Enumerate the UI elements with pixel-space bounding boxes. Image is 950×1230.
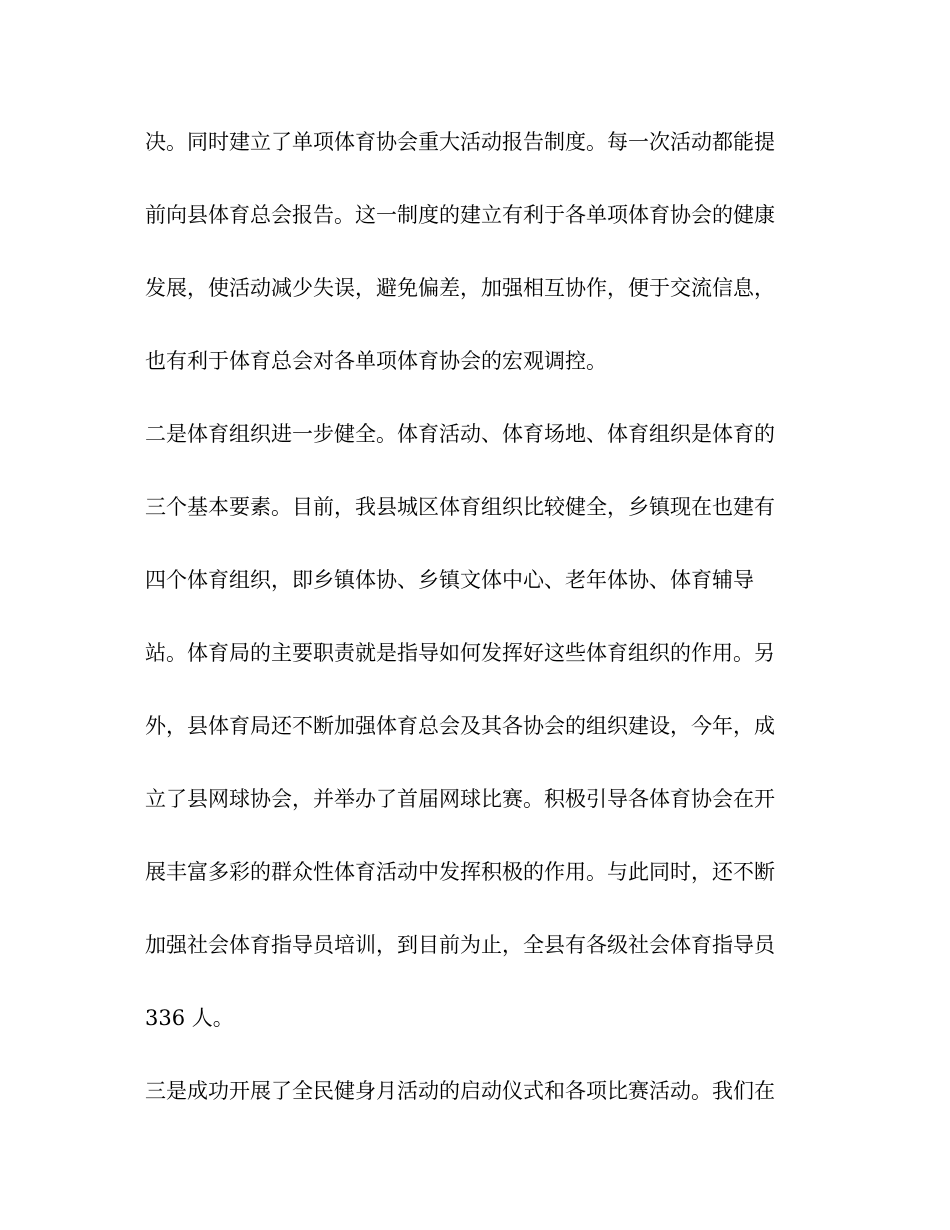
text-line: 三是成功开展了全民健身月活动的启动仪式和各项比赛活动。我们在 <box>145 1079 775 1103</box>
text-line: 二是体育组织进一步健全。体育活动、体育场地、体育组织是体育的 <box>145 422 775 446</box>
text-line: 四个体育组织，即乡镇体协、乡镇文体中心、老年体协、体育辅导 <box>145 568 754 592</box>
text-line: 立了县网球协会，并举办了首届网球比赛。积极引导各体育协会在开 <box>145 787 775 811</box>
text-line: 发展，使活动减少失误，避免偏差，加强相互协作，便于交流信息， <box>145 276 775 300</box>
text-line: 也有利于体育总会对各单项体育协会的宏观调控。 <box>145 349 607 373</box>
text-line: 前向县体育总会报告。这一制度的建立有利于各单项体育协会的健康 <box>145 203 775 227</box>
text-line: 外，县体育局还不断加强体育总会及其各协会的组织建设，今年，成 <box>145 714 775 738</box>
text-line: 336 人。 <box>145 1006 234 1030</box>
text-line: 展丰富多彩的群众性体育活动中发挥积极的作用。与此同时，还不断 <box>145 860 775 884</box>
text-line: 站。体育局的主要职责就是指导如何发挥好这些体育组织的作用。另 <box>145 641 775 665</box>
text-line: 三个基本要素。目前，我县城区体育组织比较健全，乡镇现在也建有 <box>145 495 775 519</box>
text-line: 加强社会体育指导员培训，到目前为止，全县有各级社会体育指导员 <box>145 933 775 957</box>
text-line: 决。同时建立了单项体育协会重大活动报告制度。每一次活动都能提 <box>145 130 775 154</box>
